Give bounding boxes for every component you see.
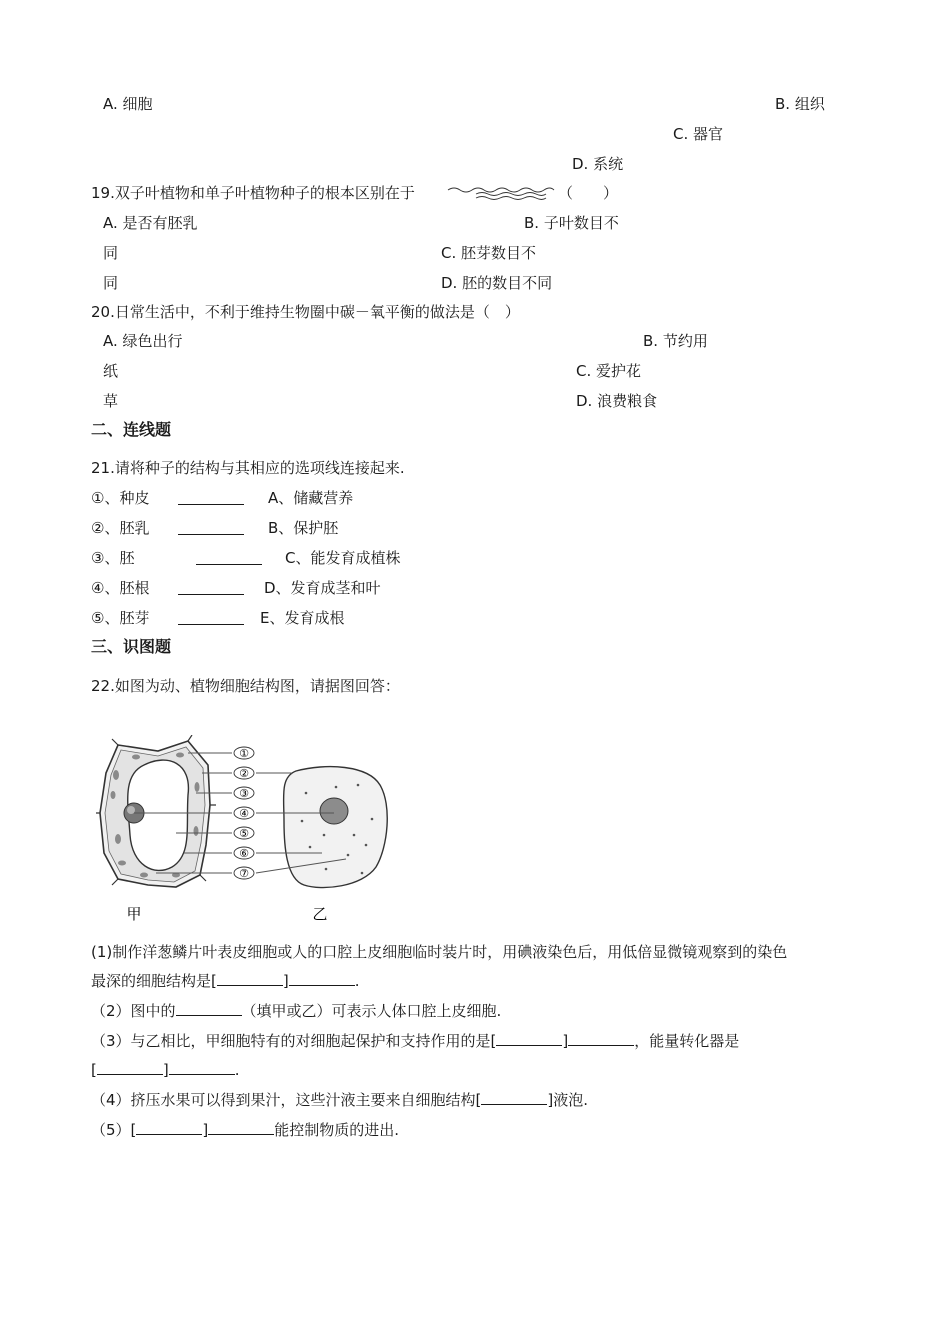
animal-cell	[284, 767, 388, 888]
q22-sub1-line2	[91, 971, 360, 991]
q19-option-a: A. 是否有胚乳	[103, 214, 198, 232]
answer-blank[interactable]	[176, 1001, 242, 1016]
q21-connect-blank[interactable]	[178, 580, 244, 595]
q22-sub4	[91, 1090, 588, 1110]
answer-blank[interactable]	[568, 1031, 634, 1046]
q21-right-item: E、发育成根	[260, 609, 345, 627]
q18-option-d: D. 系统	[572, 155, 624, 173]
q22-sub4-suffix: ]液泡.	[547, 1091, 589, 1109]
q21-connect-blank[interactable]	[196, 550, 262, 565]
q18-option-c: C. 器官	[673, 125, 724, 143]
cell-structure-diagram	[96, 735, 396, 930]
label-6: ⑥	[239, 847, 249, 860]
bracket-open: [	[91, 1061, 97, 1079]
q20-stem: 20.日常生活中，不利于维持生物圈中碳－氧平衡的做法是（ ）	[91, 303, 520, 321]
q22-sub5	[91, 1120, 399, 1140]
answer-blank[interactable]	[481, 1090, 547, 1105]
q22-sub3-line2	[91, 1060, 240, 1080]
label-3: ③	[239, 787, 249, 800]
q22-sub3-prefix: （3）与乙相比，甲细胞特有的对细胞起保护和支持作用的是[	[91, 1032, 497, 1050]
q22-sub3	[91, 1031, 739, 1051]
answer-blank[interactable]	[136, 1120, 202, 1135]
q21-right-item: A、储藏营养	[268, 489, 354, 507]
q20-option-d: D. 浪费粮食	[576, 392, 658, 410]
answer-blank[interactable]	[169, 1060, 235, 1075]
label-2: ②	[239, 767, 249, 780]
nucleolus	[127, 806, 135, 814]
q21-connect-blank[interactable]	[178, 610, 244, 625]
answer-blank[interactable]	[208, 1120, 274, 1135]
q20-option-c: C. 爱护花	[576, 362, 642, 380]
q19-option-d: D. 胚的数目不同	[441, 274, 553, 292]
answer-blank[interactable]	[496, 1031, 562, 1046]
label-7: ⑦	[239, 867, 249, 880]
emphasis-wave-underline	[446, 184, 556, 202]
q22-sub2	[91, 1001, 501, 1021]
bracket-close: ]	[162, 1061, 169, 1079]
q18-option-b: B. 组织	[775, 95, 825, 113]
q21-right-item: D、发育成茎和叶	[264, 579, 381, 597]
q21-left-item: ③、胚	[91, 549, 135, 567]
bracket-close: ]	[202, 1121, 209, 1139]
q22-sub4-prefix: （4）挤压水果可以得到果汁，这些汁液主要来自细胞结构[	[91, 1091, 482, 1109]
q21-connect-blank[interactable]	[178, 490, 244, 505]
plant-cell	[96, 735, 216, 887]
label-4: ④	[239, 807, 249, 820]
q21-left-item: ⑤、胚芽	[91, 609, 150, 627]
q22-sub5-suffix: 能控制物质的进出.	[274, 1121, 400, 1139]
q22-sub2-prefix: （2）图中的	[91, 1002, 176, 1020]
q18-option-a: A. 细胞	[103, 95, 153, 113]
label-5: ⑤	[239, 827, 249, 840]
q22-sub3-suffix: ，能量转化器是	[634, 1032, 740, 1050]
caption-animal-cell: 乙	[312, 905, 328, 923]
q19-option-b-cont: 同	[103, 244, 119, 262]
q21-left-item: ①、种皮	[91, 489, 150, 507]
q19-paren: （ ）	[558, 184, 619, 202]
q22-sub5-prefix: （5）[	[91, 1121, 137, 1139]
q22-sub2-suffix: （填甲或乙）可表示人体口腔上皮细胞.	[241, 1002, 502, 1020]
q21-right-item: B、保护胚	[268, 519, 339, 537]
q21-connect-blank[interactable]	[178, 520, 244, 535]
answer-blank[interactable]	[97, 1060, 163, 1075]
q20-option-b: B. 节约用	[643, 332, 708, 350]
q22-sub3-line2-suffix: .	[234, 1061, 240, 1079]
q21-right-item: C、能发育成植株	[285, 549, 401, 567]
q20-option-b-cont: 纸	[103, 362, 119, 380]
q20-option-c-cont: 草	[103, 392, 119, 410]
part-labels	[234, 747, 254, 880]
animal-nucleus	[320, 798, 348, 824]
bracket-close: ]	[562, 1032, 569, 1050]
bracket-close: ]	[282, 972, 289, 990]
q21-left-item: ②、胚乳	[91, 519, 150, 537]
section-title-matching: 二、连线题	[91, 420, 172, 439]
label-1: ①	[239, 747, 249, 760]
answer-blank[interactable]	[217, 971, 283, 986]
q19-option-b: B. 子叶数目不	[524, 214, 619, 232]
answer-blank[interactable]	[289, 971, 355, 986]
q21-stem: 21.请将种子的结构与其相应的选项线连接起来.	[91, 459, 405, 477]
section-title-diagram: 三、识图题	[91, 637, 172, 656]
q22-sub1-suffix: .	[354, 972, 360, 990]
q19-option-c: C. 胚芽数目不	[441, 244, 537, 262]
animal-cell-membrane	[284, 767, 388, 888]
q22-sub1-prefix: 最深的细胞结构是[	[91, 972, 217, 990]
q22-sub1-line1: (1)制作洋葱鳞片叶表皮细胞或人的口腔上皮细胞临时装片时，用碘液染色后，用低倍显微镜观察到的染色	[91, 943, 788, 961]
caption-plant-cell: 甲	[126, 905, 142, 923]
q19-stem: 19.双子叶植物和单子叶植物种子的根本区别在于	[91, 184, 415, 202]
q22-stem: 22.如图为动、植物细胞结构图，请据图回答：	[91, 677, 400, 695]
q21-left-item: ④、胚根	[91, 579, 150, 597]
q19-option-c-cont: 同	[103, 274, 119, 292]
q20-option-a: A. 绿色出行	[103, 332, 183, 350]
